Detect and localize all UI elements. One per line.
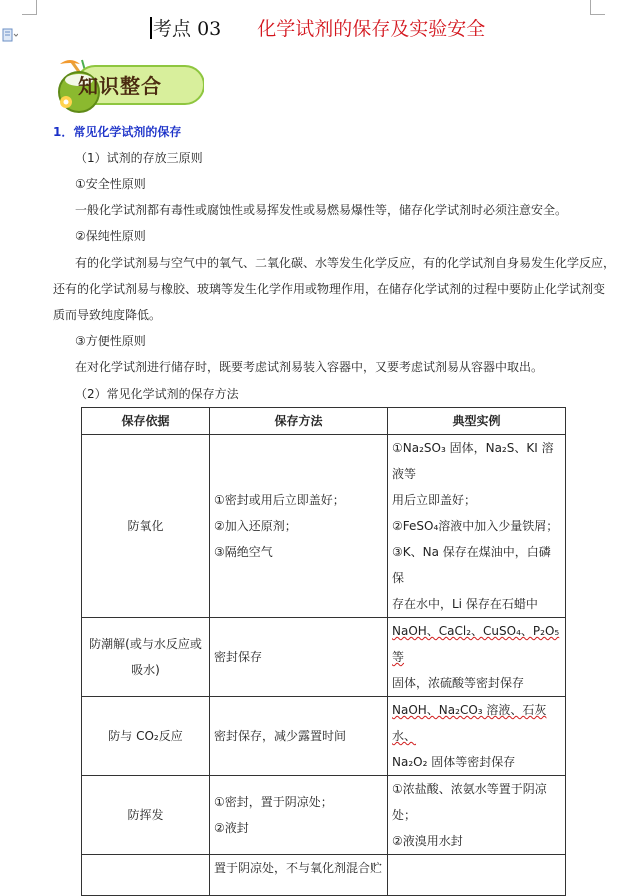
subsection-2: （2）常见化学试剂的保存方法 [75,387,239,401]
method-line: ①密封或用后立即盖好； [214,493,345,507]
example-line: 用后立即盖好； [392,493,477,507]
row-method [210,697,388,776]
basis-line: 防潮解(或与水反应或 [89,637,202,651]
page-corner-mark-right [590,0,605,15]
method-line: ①密封，置于阴凉处； [214,795,333,809]
table-row [82,618,566,697]
row-method [210,435,388,618]
example-line: ②FeSO₄溶液中加入少量铁屑； [392,519,559,533]
principle-1-title: ①安全性原则 [75,177,146,191]
row-method [210,618,388,697]
example-line: ②液溴用水封 [392,834,463,848]
method-line: ③隔绝空气 [214,545,273,559]
subsection-1: （1）试剂的存放三原则 [75,151,203,165]
row-basis [82,618,210,697]
table-header-row [82,408,566,435]
table-row [82,776,566,855]
method-line: 密封保存 [214,650,263,664]
text-cursor [150,17,152,39]
example-line: NaOH、CaCl₂、CuSO₄、P₂O₅ 等 [392,624,560,664]
method-line: 密封保存，减少露置时间 [214,729,347,743]
example-line: ①浓盐酸、浓氨水等置于阴凉处； [392,782,547,822]
principle-3-title: ③方便性原则 [75,334,146,348]
method-line: ②加入还原剂； [214,519,297,533]
principle-2-line-1: 有的化学试剂易与空气中的氧气、二氧化碳、水等发生化学反应，有的化学试剂自身易发生化学反应， [75,256,616,270]
title-number: 03 [197,18,222,40]
principle-2-title: ②保纯性原则 [75,229,146,243]
row-example [388,855,566,896]
row-basis [82,855,210,896]
example-line: ①Na₂SO₃ 固体，Na₂S、KI 溶液等 [392,441,554,481]
header-example: 典型实例 [388,408,566,435]
title-main: 化学试剂的保存及实验安全 [257,18,486,40]
row-example [388,435,566,618]
row-example [388,776,566,855]
example-line: Na₂O₂ 固体等密封保存 [392,755,516,769]
row-example [388,697,566,776]
document-icon[interactable] [2,28,18,42]
title-prefix: 考点 [153,18,192,40]
example-line: ③K、Na 保存在煤油中，白磷保 [392,545,551,585]
row-basis: 防挥发 [82,776,210,855]
storage-methods-table [81,407,566,896]
row-example [388,618,566,697]
table-row [82,697,566,776]
row-basis: 防与 CO₂反应 [82,697,210,776]
basis-line: 吸水) [131,663,160,677]
method-line: 置于阴凉处，不与氧化剂混合贮 [214,861,383,875]
row-basis: 防氧化 [82,435,210,618]
example-line: NaOH、Na₂CO₃ 溶液、石灰水、 [392,703,547,743]
header-basis: 保存依据 [82,408,210,435]
table-row [82,855,566,896]
table-row [82,435,566,618]
principle-2-line-3: 质而导致纯度降低。 [53,308,162,322]
example-line: 存在水中，Li 保存在石蜡中 [392,597,538,611]
row-method [210,855,388,896]
method-line: ②液封 [214,821,249,835]
example-line: 固体，浓硫酸等密封保存 [392,676,525,690]
principle-2-line-2: 还有的化学试剂易与橡胶、玻璃等发生化学作用或物理作用，在储存化学试剂的过程中要防止化学试剂变 [53,282,606,296]
section-heading: 1．常见化学试剂的保存 [53,125,182,139]
principle-3-text: 在对化学试剂进行储存时，既要考虑试剂易装入容器中，又要考虑试剂易从容器中取出。 [75,360,544,374]
header-method: 保存方法 [210,408,388,435]
page-corner-mark-left [22,0,37,15]
page-title [150,14,485,41]
badge-label: 知识整合 [78,74,162,98]
row-method [210,776,388,855]
principle-1-text: 一般化学试剂都有毒性或腐蚀性或易挥发性或易燃易爆性等，储存化学试剂时必须注意安全。 [75,203,568,217]
